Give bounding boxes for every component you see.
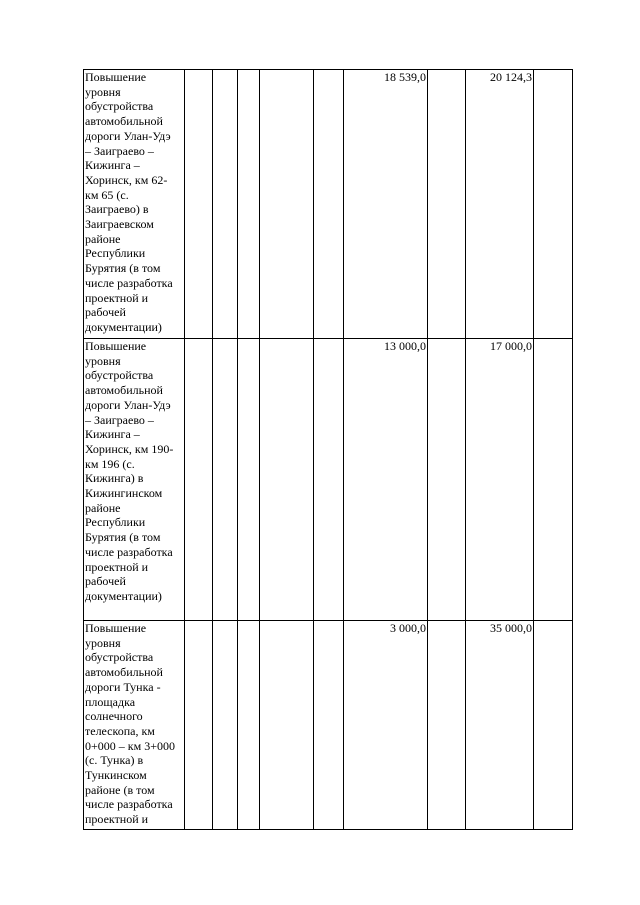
empty-cell [238, 70, 260, 339]
empty-cell [428, 70, 466, 339]
table-row [84, 339, 573, 621]
empty-cell [238, 339, 260, 621]
empty-cell [428, 339, 466, 621]
empty-cell [213, 70, 238, 339]
empty-cell [238, 621, 260, 830]
row-name-cell: Повышение уровня обустройства автомобильной дороги Улан-Удэ – Заиграево – Кижинга – Хоринск, км 190- км 196 (с. Кижинга) в Кижингинском районе Республики Бурятия (в том числе разработка проектной и рабочей документации) [84, 339, 185, 621]
empty-cell [260, 621, 314, 830]
table-row [84, 70, 573, 339]
value-cell-1: 18 539,0 [344, 70, 428, 339]
empty-cell [260, 70, 314, 339]
value-cell-1: 13 000,0 [344, 339, 428, 621]
value-cell-2: 20 124,3 [466, 70, 534, 339]
empty-cell [314, 621, 344, 830]
empty-cell [260, 339, 314, 621]
empty-cell [213, 621, 238, 830]
empty-cell [428, 621, 466, 830]
empty-cell [185, 339, 213, 621]
empty-cell [314, 339, 344, 621]
empty-cell [213, 339, 238, 621]
value-cell-2: 35 000,0 [466, 621, 534, 830]
empty-cell [534, 621, 573, 830]
table-row [84, 621, 573, 830]
value-cell-2: 17 000,0 [466, 339, 534, 621]
empty-cell [534, 339, 573, 621]
empty-cell [314, 70, 344, 339]
budget-table [83, 69, 573, 830]
row-name-cell: Повышение уровня обустройства автомобильной дороги Улан-Удэ – Заиграево – Кижинга – Хоринск, км 62- км 65 (с. Заиграево) в Заиграевском районе Республики Бурятия (в том числе разработка проектной и рабочей документации) [84, 70, 185, 339]
row-name-cell: Повышение уровня обустройства автомобильной дороги Тунка - площадка солнечного телескопа, км 0+000 – км 3+000 (с. Тунка) в Тункинском районе (в том числе разработка проектной и [84, 621, 185, 830]
empty-cell [185, 70, 213, 339]
value-cell-1: 3 000,0 [344, 621, 428, 830]
empty-cell [185, 621, 213, 830]
empty-cell [534, 70, 573, 339]
